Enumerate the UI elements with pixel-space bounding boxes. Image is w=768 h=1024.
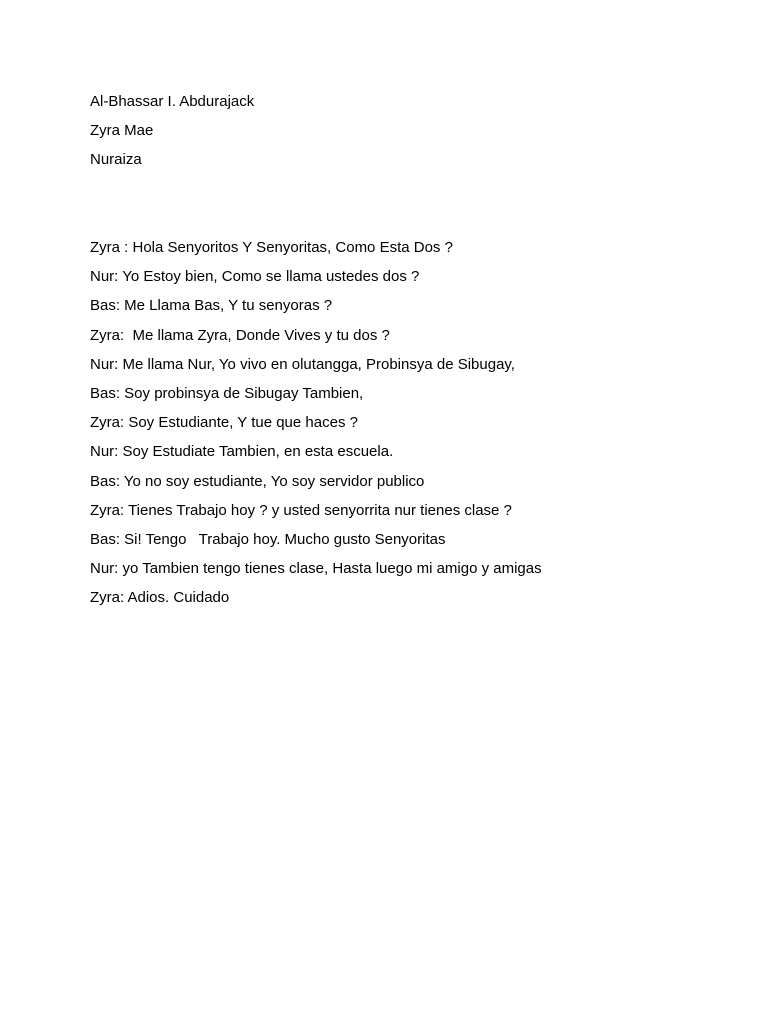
dialogue-line: Bas: Soy probinsya de Sibugay Tambien,: [90, 384, 364, 402]
dialogue-line: Zyra: Me llama Zyra, Donde Vives y tu dos ?: [90, 326, 390, 344]
dialogue-line: Nur: Soy Estudiate Tambien, en esta escuela.: [90, 443, 394, 461]
dialogue-script: [90, 239, 542, 618]
dialogue-line: Bas: Si! Tengo Trabajo hoy. Mucho gusto Senyoritas: [90, 530, 446, 548]
dialogue-line: Nur: Yo Estoy bien, Como se llama ustedes dos ?: [90, 268, 420, 286]
dialogue-line: Zyra: Tienes Trabajo hoy ? y usted senyorrita nur tienes clase ?: [90, 501, 512, 519]
author-list: [90, 93, 254, 181]
dialogue-line: Nur: yo Tambien tengo tienes clase, Hasta luego mi amigo y amigas: [90, 560, 542, 578]
dialogue-line: Bas: Yo no soy estudiante, Yo soy servidor publico: [90, 472, 425, 490]
author-name: Nuraiza: [90, 151, 142, 169]
dialogue-line: Nur: Me llama Nur, Yo vivo en olutangga, Probinsya de Sibugay,: [90, 355, 515, 373]
author-name: Al-Bhassar I. Abdurajack: [90, 93, 255, 110]
dialogue-line: Bas: Me Llama Bas, Y tu senyoras ?: [90, 297, 333, 315]
dialogue-line: Zyra : Hola Senyoritos Y Senyoritas, Como Esta Dos ?: [90, 239, 453, 256]
dialogue-line: Zyra: Soy Estudiante, Y tue que haces ?: [90, 414, 358, 432]
dialogue-line: Zyra: Adios. Cuidado: [90, 589, 230, 607]
author-name: Zyra Mae: [90, 122, 154, 140]
